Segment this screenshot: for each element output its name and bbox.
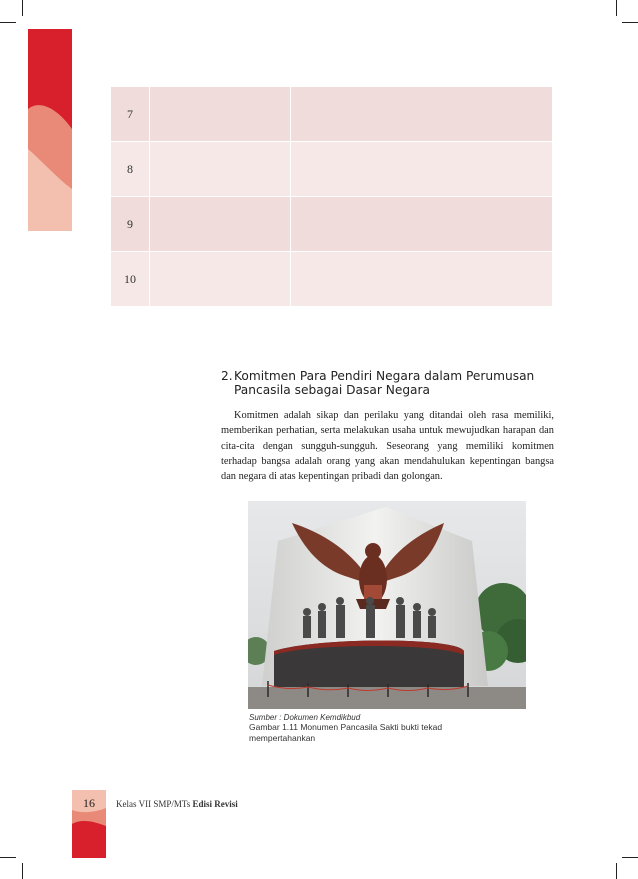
- body-paragraph: Komitmen adalah sikap dan perilaku yang ditandai oleh rasa memiliki, memberikan perhatian, serta melakukan usaha untuk mewujudkan harapan dan cita-cita dengan sungguh-sungguh. Seseorang yang memiliki komitmen terhadap bangsa adalah orang yang akan mendahulukan kepentingan bangsa dan negara di atas kepentingan pribadi dan golongan.: [221, 410, 554, 483]
- figure-source: Sumber : Dokumen Kemdikbud: [249, 713, 361, 722]
- figure-caption-line2: mempertahankan: [249, 733, 316, 743]
- monument-photo: [248, 501, 526, 709]
- crop-mark: [622, 857, 638, 858]
- section-number: 2.: [221, 369, 233, 383]
- table-cell: [291, 87, 553, 142]
- page-number: 16: [83, 796, 95, 810]
- table-cell: [150, 142, 291, 197]
- footer-book-title: [116, 799, 238, 809]
- section-title-line1: Komitmen Para Pendiri Negara dalam Perumusan: [234, 369, 535, 383]
- chapter-tab-decoration: [28, 29, 72, 231]
- table-row: [111, 197, 553, 252]
- crop-mark: [616, 863, 617, 879]
- row-number: 7: [111, 87, 150, 142]
- crop-mark: [616, 0, 617, 16]
- book-title: Kelas VII SMP/MTs: [116, 799, 191, 809]
- table-row: [111, 142, 553, 197]
- crop-mark: [622, 22, 638, 23]
- table-cell: [150, 252, 291, 307]
- figure-caption-line1: Gambar 1.11 Monumen Pancasila Sakti bukti tekad: [249, 722, 443, 732]
- row-number: 9: [111, 197, 150, 252]
- table-cell: [291, 197, 553, 252]
- section-heading: [221, 369, 561, 397]
- table-row: [111, 87, 553, 142]
- table-cell: [150, 197, 291, 252]
- crop-mark: [0, 857, 16, 858]
- row-number: 8: [111, 142, 150, 197]
- table-cell: [291, 252, 553, 307]
- section-title-line2: Pancasila sebagai Dasar Negara: [234, 383, 430, 397]
- row-number: 10: [111, 252, 150, 307]
- crop-mark: [22, 863, 23, 879]
- table-cell: [291, 142, 553, 197]
- answer-table: [110, 86, 553, 307]
- crop-mark: [22, 0, 23, 16]
- figure-caption: [249, 722, 479, 744]
- edition-label: Edisi Revisi: [192, 799, 238, 809]
- crop-mark: [0, 22, 16, 23]
- table-cell: [150, 87, 291, 142]
- table-row: [111, 252, 553, 307]
